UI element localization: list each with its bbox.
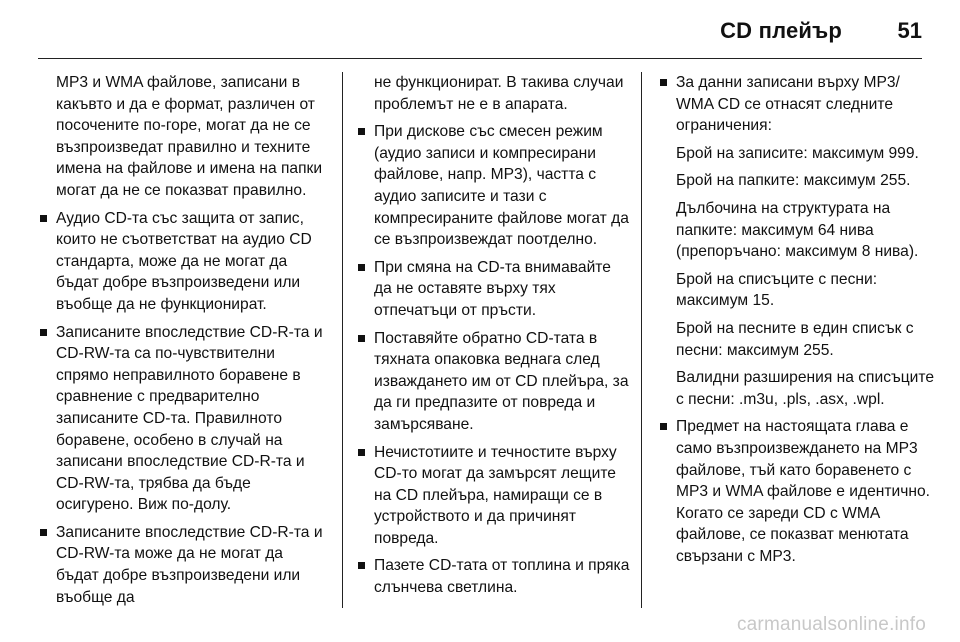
text-column-1	[38, 72, 324, 614]
bullet-square-icon	[660, 423, 667, 430]
list-item-text: Предмет на настоящата глава е само възпроизвеждането на MP3 файлове, тъй като боравенето с MP3 и WMA файлове е идентично. Когато се зареди CD с WMA файлове, се показват менютата свързани с MP3.	[676, 418, 930, 565]
header-rule	[38, 58, 922, 59]
list-item-text: Записаните впоследствие CD-R-та и CD-RW-та може да не могат да бъдат добре възпроизведени или въобще да	[56, 523, 323, 606]
bullet-square-icon	[40, 529, 47, 536]
list-item-text: При смяна на CD-та внимавайте да не оставяте върху тях отпечатъци от пръсти.	[374, 258, 611, 319]
bullet-square-icon	[358, 335, 365, 342]
text-column-3	[658, 72, 934, 573]
list-item-text: За данни записани върху MP3/ WMA CD се отнасят следните ограничения:	[676, 74, 900, 135]
limit-item: Валидни разширения на списъците с песни: .m3u, .pls, .asx, .wpl.	[676, 369, 935, 408]
continuation-paragraph: не функционират. В такива случаи проблемът не е в апарата.	[374, 74, 624, 113]
limit-item: Дълбочина на структурата на папките: максимум 64 нива (препоръчано: максимум 8 нива).	[676, 199, 919, 261]
limit-item: Брой на папките: максимум 255.	[676, 172, 911, 190]
limit-item: Брой на списъците с песни: максимум 15.	[676, 270, 878, 310]
list-item	[356, 442, 632, 550]
bullet-square-icon	[358, 449, 365, 456]
limit-item: Брой на записите: максимум 999.	[676, 144, 919, 162]
bullet-square-icon	[660, 79, 667, 86]
list-item-text: Аудио CD-та със защита от запис, които не съответстват на аудио CD стандарта, може да не могат да бъдат добре възпроизведени или въобще да не функционират.	[56, 209, 312, 313]
page-number: 51	[897, 18, 922, 43]
list-item	[356, 555, 632, 598]
text-column-2	[356, 72, 632, 605]
column-divider	[641, 72, 642, 608]
list-item	[38, 522, 324, 608]
list-item-text: Нечистотиите и течностите върху CD-то могат да замърсят лещите на CD плейъра, намиращи се в устройството и да причинят повреда.	[374, 443, 617, 547]
column-divider	[342, 72, 343, 608]
page-header	[0, 0, 960, 64]
list-item-text: Записаните впоследствие CD-R-та и CD-RW-та са по-чувствителни спрямо неправилното боравене в сравнение с предварително записаните CD-та. Правилното боравене, особено в случай на записани впоследствие CD-R-та и CD-RW-та, трябва да бъде осигурено. Виж по-долу.	[56, 323, 323, 514]
list-item	[658, 416, 934, 567]
bullet-square-icon	[40, 215, 47, 222]
list-item-text: При дискове със смесен режим (аудио записи и компресирани файлове, напр. MP3), частта с аудио записите и тази с компресираните файлове могат да се възпроизвеждат поотделно.	[374, 123, 629, 249]
list-item	[356, 121, 632, 251]
bullet-square-icon	[358, 264, 365, 271]
bullet-square-icon	[358, 562, 365, 569]
page-title: CD плейър	[720, 18, 842, 43]
bullet-square-icon	[40, 329, 47, 336]
intro-paragraph: MP3 и WMA файлове, записани в какъвто и да е формат, различен от посочените по-горе, могат да не се възпроизведат правилно и техните имена на файлове и имена на папки могат да не се показват правилно.	[56, 74, 323, 199]
list-item	[38, 322, 324, 516]
list-item	[38, 208, 324, 316]
list-item-text: Поставяйте обратно CD-тата в тяхната опаковка веднага след изваждането им от CD плейъра, за да ги предпазите от повреда и замърсяване.	[374, 329, 629, 433]
list-item-text: Пазете CD-тата от топлина и пряка слънчева светлина.	[374, 557, 630, 597]
list-item	[356, 328, 632, 436]
list-item	[658, 72, 934, 137]
list-item	[356, 257, 632, 322]
watermark: carmanualsonline.info	[736, 614, 926, 635]
bullet-square-icon	[358, 128, 365, 135]
limit-item: Брой на песните в един списък с песни: максимум 255.	[676, 319, 914, 359]
